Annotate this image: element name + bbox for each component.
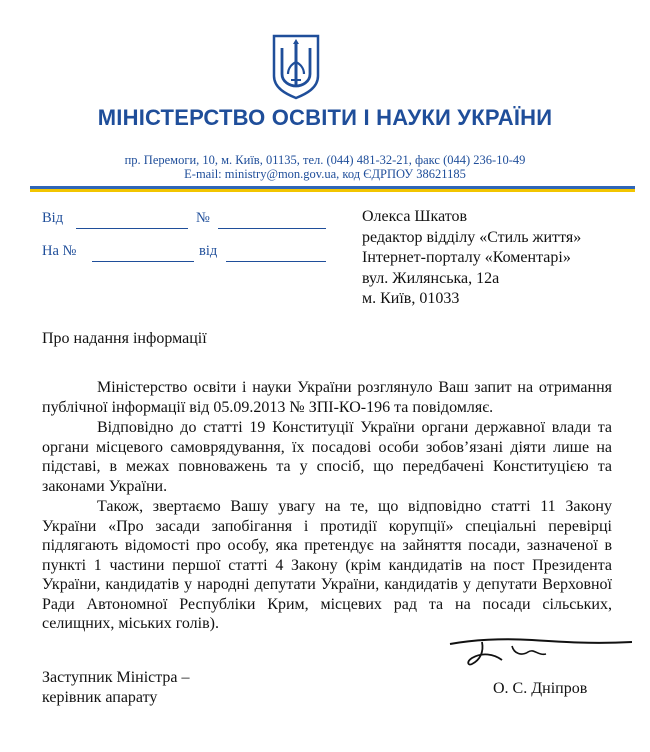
number-line	[218, 212, 326, 229]
ministry-contacts: E-mail: ministry@mon.gov.ua, код ЄДРПОУ 38621185	[184, 167, 466, 181]
ministry-address: пр. Перемоги, 10, м. Київ, 01135, тел. (044) 481-32-21, факс (044) 236-10-49	[124, 153, 526, 167]
signatory-position	[42, 668, 190, 708]
body-paragraph-3: Також, звертаємо Вашу увагу на те, що відповідно статті 11 Закону України «Про засади запобігання і протидії корупції» спеціальні перевірці підлягають відомості про особу, яка претендує на зайняття посади, зазначеної в пункті 1 частини першої статті 4 Закону (крім кандидатів на пост Президента України, кандидатів у народні депутати України, кандидатів у депутати Верховної Ради Автономної Республіки Крим, місцевих рад та на посади сільських, селищних, міських голів).	[42, 498, 612, 632]
date-line	[226, 245, 326, 262]
from-label: Від	[42, 210, 64, 226]
recipient-organization: Інтернет-порталу «Коментарі»	[362, 249, 571, 266]
signatory-position-line-1: Заступник Міністра –	[42, 669, 190, 686]
flag-stripe-yellow	[30, 189, 635, 192]
body-paragraph-1: Міністерство освіти і науки України розглянуло Ваш запит на отримання публічної інформації від 05.09.2013 № ЗПІ-КО-196 та повідомляє.	[42, 379, 612, 416]
signatory-position-line-2: керівник апарату	[42, 689, 158, 706]
handwritten-signature	[442, 626, 642, 676]
recipient-position: редактор відділу «Стиль життя»	[362, 228, 582, 246]
body-paragraph-2: Відповідно до статті 19 Конституції України органи державної влади та органи місцевого самоврядування, їх посадові особи зобов’язані діяти лише на підставі, в межах повноважень та у спосіб, що передбачені Конституцією та законами України.	[42, 419, 612, 495]
date-label: від	[199, 243, 218, 259]
recipient-name: Олекса Шкатов	[362, 208, 468, 225]
recipient-city: м. Київ, 01033	[362, 290, 460, 307]
number-label: №	[196, 210, 210, 226]
signatory-name: О. С. Дніпров	[493, 680, 588, 697]
letter-subject: Про надання інформації	[42, 330, 207, 347]
ministry-title: МІНІСТЕРСТВО ОСВІТИ І НАУКИ УКРАЇНИ	[97, 105, 553, 130]
from-date-line	[76, 212, 188, 229]
recipient-street: вул. Жилянська, 12а	[362, 269, 500, 287]
on-number-line	[92, 245, 194, 262]
on-number-label: На №	[42, 243, 77, 259]
coat-of-arms-icon	[270, 34, 322, 100]
recipient-block	[362, 207, 581, 310]
